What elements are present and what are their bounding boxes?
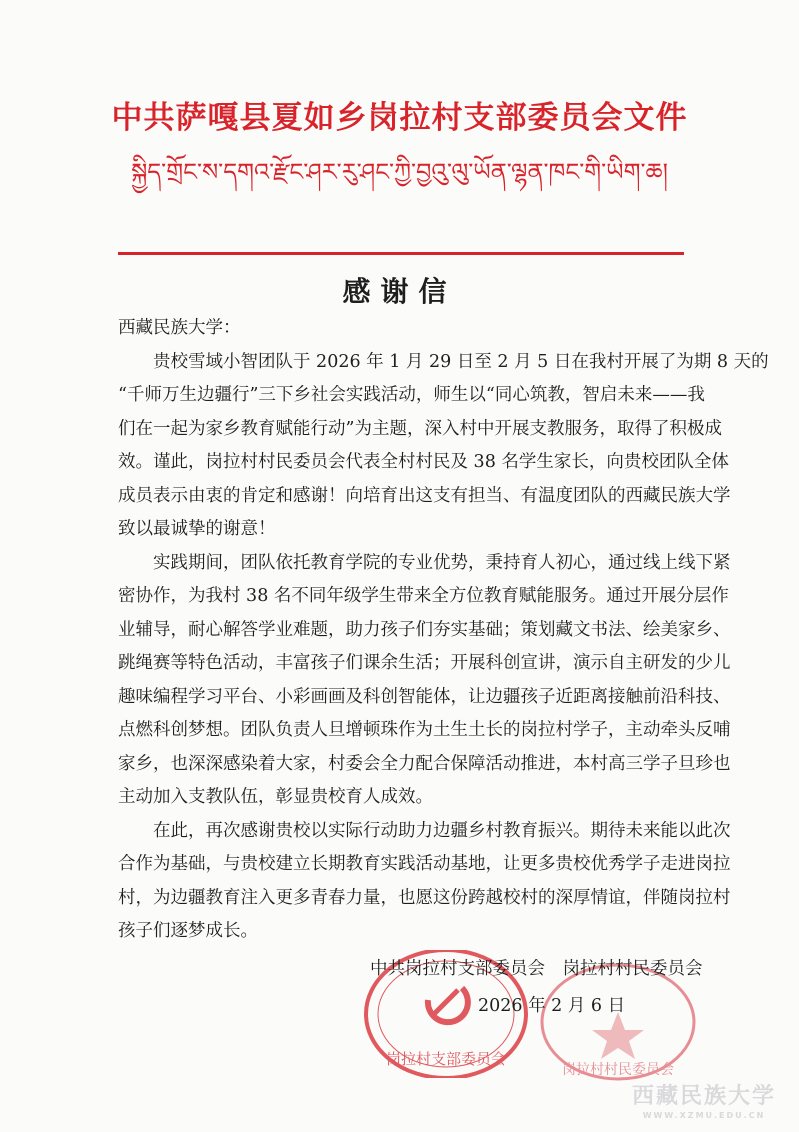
- paragraph: [118, 346, 769, 547]
- seal-text: 岗拉村支部委员会: [385, 1050, 507, 1068]
- text-line: 家乡，也深深感染着大家，村委会全力配合保障活动推进，本村高三学子旦珍也: [118, 753, 731, 774]
- hammer-sickle-icon: [428, 988, 468, 1022]
- text-line: “千师万生边疆行”三下乡社会实践活动，师生以“同心筑教，智启未来——我: [118, 385, 705, 405]
- text-line: 合作为基础，与贵校建立长期教育实践活动基地，让更多贵校优秀学子走进岗拉: [118, 854, 731, 874]
- text-line: 效。谨此，岗拉村村民委员会代表全村村民及 38 名学生家长，向贵校团队全体: [118, 452, 729, 472]
- text-line: 在此，再次感谢贵校以实际行动助力边疆乡村教育振兴。期待未来能以此次: [153, 820, 731, 841]
- text-line: 密协作，为我村 38 名不同年级学生带来全方位教育赋能服务。通过开展分层作: [118, 586, 729, 606]
- paragraph: [118, 815, 731, 949]
- document-header-tibetan: སྐྱིད་གྲོང་ས་དགའ་རྫོང་ཤར་རུ་ཤང་ཀྱི་བྱའུ་ལུ་ཡོན་ལྷན་ཁང་གི་ཡིག་ཆ།: [131, 158, 668, 186]
- text-line: 实践期间，团队依托教育学院的专业优势，秉持育人初心，通过线上线下紧: [153, 552, 731, 573]
- text-line: 孩子们逐梦成长。: [118, 921, 258, 941]
- text-line: 主动加入支教队伍，彰显贵校育人成效。: [118, 787, 433, 807]
- document-header-title: 中共萨嘎县夏如乡岗拉村支部委员会文件: [111, 100, 688, 136]
- text-line: 业辅导，耐心解答学业难题，助力孩子们夯实基础；策划藏文书法、绘美家乡、: [118, 619, 731, 640]
- header-divider: [118, 252, 684, 255]
- text-line: 跳绳赛等特色活动，丰富孩子们课余生活；开展科创宣讲，演示自主研发的少儿: [118, 653, 731, 673]
- paragraphs: [118, 346, 769, 949]
- text-line: 趣味编程学习平台、小彩画画及科创智能体，让边疆孩子近距离接触前沿科技、: [118, 686, 731, 707]
- watermark-url: WWW.XZMU.EDU.CN: [642, 1111, 766, 1120]
- star-icon: [592, 1012, 644, 1059]
- seal-text: 岗拉村村民委员会: [562, 1062, 674, 1078]
- letter-body: [118, 312, 769, 949]
- salutation: 西藏民族大学：: [118, 318, 241, 338]
- paragraph: [118, 547, 731, 815]
- page-title: 感谢信: [342, 275, 457, 308]
- text-line: 成员表示由衷的肯定和感谢！向培育出这支有担当、有温度团队的西藏民族大学: [118, 485, 731, 506]
- watermark: [632, 1084, 776, 1122]
- text-line: 村，为边疆教育注入更多青春力量，也愿这份跨越校村的深厚情谊，伴随岗拉村: [118, 887, 731, 908]
- watermark-name: 西藏民族大学: [632, 1084, 777, 1109]
- text-line: 贵校雪域小智团队于 2026 年 1 月 29 日至 2 月 5 日在我村开展了为期 8 天的: [153, 351, 769, 372]
- seal-village-committee: [538, 962, 698, 1082]
- text-line: 致以最诚挚的谢意！: [118, 519, 276, 539]
- text-line: 们在一起为家乡教育赋能行动”为主题，深入村中开展支教服务，取得了积极成: [118, 418, 722, 439]
- signature-date: 2026 年 2 月 6 日: [478, 996, 626, 1016]
- text-line: 点燃科创梦想。团队负责人旦增顿珠作为土生土长的岗拉村学子，主动牵头反哺: [118, 720, 731, 740]
- signature-organizations: 中共岗拉村支部委员会 岗拉村村民委员会: [370, 959, 703, 979]
